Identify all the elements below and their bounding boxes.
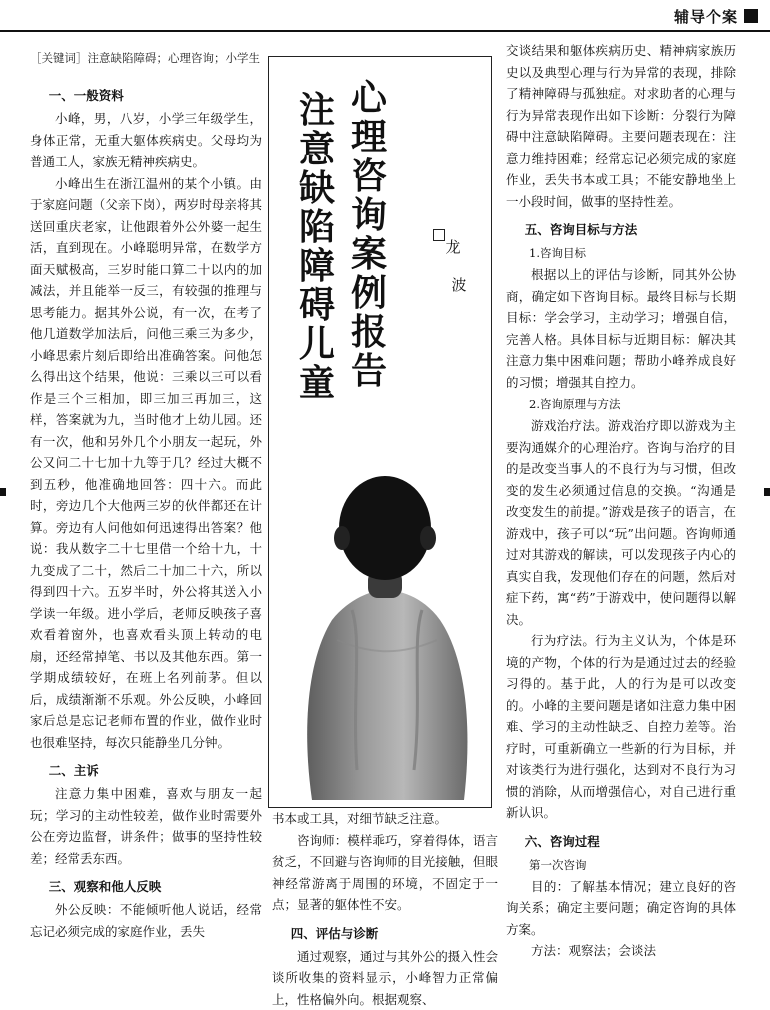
scan-edge-mark xyxy=(764,488,770,496)
title-char: 心 xyxy=(349,81,389,117)
title-char: 碍 xyxy=(297,288,337,324)
title-char: 童 xyxy=(297,366,337,402)
subheading: 第一次咨询 xyxy=(506,854,736,876)
section-marker-square xyxy=(744,9,758,23)
paragraph: 咨询师：模样乖巧，穿着得体，语言贫乏，不回避与咨询师的目光接触，但眼神经常游离于周围的环境，不固定于一点；显著的躯体性不安。 xyxy=(272,830,498,916)
paragraph: 根据以上的评估与诊断，同其外公协商，确定如下咨询目标。最终目标与长期目标：学会学习，主动学习；增强自信，完善人格。具体目标与近期目标：解决其注意力集中困难问题；帮助小峰养成良好的习惯；增强其自控力。 xyxy=(506,264,736,393)
section-heading-assessment: 四、评估与诊断 xyxy=(272,922,498,946)
keywords xyxy=(30,48,262,68)
paragraph: 方法：观察法；会谈法 xyxy=(506,940,736,962)
paragraph: 交谈结果和躯体疾病历史、精神病家族历史以及典型心理与行为异常的表现，排除了精神障碍与孤独症。对求助者的心理与行为异常表现作出如下诊断：分裂行为障碍中注意缺陷障碍。主要问题表现在：注意力维持困难；经常忘记必须完成的家庭作业，丢失书本或工具；不能安静地坐上一小段时间，做事的坚持性差。 xyxy=(506,40,736,212)
title-char: 理 xyxy=(349,120,389,156)
title-char: 陷 xyxy=(297,210,337,246)
middle-column xyxy=(272,808,498,998)
keywords-label: ［关键词］ xyxy=(30,51,88,65)
title-char: 咨 xyxy=(349,159,389,195)
keywords-text: 注意缺陷障碍；心理咨询；小学生 xyxy=(88,51,261,65)
title-char: 询 xyxy=(349,198,389,234)
paragraph: 通过观察，通过与其外公的摄入性会谈所收集的资料显示，小峰智力正常偏上，性格偏外向。根据观察、 xyxy=(272,946,498,1010)
scan-edge-mark xyxy=(0,488,6,496)
left-column xyxy=(30,48,262,998)
title-char: 意 xyxy=(297,132,337,168)
paragraph: 注意力集中困难，喜欢与朋友一起玩；学习的主动性较差，做作业时需要外公在旁边监督，讲条件；做事的坚持性较差；经常丢东西。 xyxy=(30,783,262,869)
title-char: 障 xyxy=(297,249,337,285)
paragraph: 小峰出生在浙江温州的某个小镇。由于家庭问题（父亲下岗），两岁时母亲将其送回重庆老家，让他跟着外公外婆一起生活，直到现在。小峰聪明异常，在数学方面天赋极高，三岁时能口算二十以内的加减法，并且能举一反三，有较强的推理与思考能力。据其外公说，有一次，在考了他几道数学加法后，问他三乘三为多少，小峰思索片刻后即给出准确答案。问他怎么得出这个结果，他说：三乘以三可以看作是三个三相加，即三加三再加三，这样，答案就为九，当时他才上幼儿园。还有一次，他和另外几个小朋友一起玩，外公又问二十七加十九等于几？经过大概不到五秒，他准确地回答：四十六。而此时，旁边几个大他两三岁的伙伴都还在计算。旁边有人问他如何迅速得出答案？他说：我从数字二十七里借一个给十九，十九变成了二十，然后二十加二十六，所以得到四十六。五岁半时，外公将其送入小学读一年级。进小学后，老师反映孩子喜欢看着窗外，也喜欢看头顶上转动的电扇，还经常掉笔、书以及其他东西。第一学期成绩较好，在班上名列前茅。但以后，成绩渐渐不乐观。外公反映，小峰回家后总是忘记老师布置的作业，做作业时也很难坚持，每次只能静坐几分钟。 xyxy=(30,173,262,754)
section-heading-observation: 三、观察和他人反映 xyxy=(30,875,262,899)
section-label: 辅导个案 xyxy=(674,6,738,27)
title-char: 缺 xyxy=(297,171,337,207)
title-char: 儿 xyxy=(297,327,337,363)
paragraph: 目的：了解基本情况；建立良好的咨询关系；确定主要问题；确定咨询的具体方案。 xyxy=(506,876,736,941)
paragraph: 游戏治疗法。游戏治疗即以游戏为主要沟通媒介的心理治疗。咨询与治疗的目的是改变当事人的不良行为与习惯，但改变的发生必须通过信息的交换。“沟通是改变发生的前提。”游戏是孩子的语言，在游戏中，孩子可以“玩”出问题。咨询师通过对其游戏的解读，可以发现孩子内心的真实自我，发现他们存在的问题，然后对症下药，寓“药”于游戏中，使问题得以解决。 xyxy=(506,415,736,630)
section-heading-process: 六、咨询过程 xyxy=(506,830,736,854)
author-name-char: 龙 xyxy=(443,236,463,257)
author-name-char: 波 xyxy=(449,274,469,295)
title-char: 告 xyxy=(349,354,389,390)
paragraph: 行为疗法。行为主义认为，个体是环境的产物，个体的行为是通过过去的经验习得的。基于此，人的行为是可以改变的。小峰的主要问题是诸如注意力集中困难、学习的主动性缺乏、自控力差等。治疗时，可重新确立一些新的行为目标，并对该类行为进行强化，达到对不良行为习惯的消除，从而增强信心，对自己进行重新认识。 xyxy=(506,630,736,824)
section-heading-complaint: 二、主诉 xyxy=(30,759,262,783)
section-heading-general: 一、一般资料 xyxy=(30,84,262,108)
child-back-photo xyxy=(282,470,488,800)
title-char: 注 xyxy=(297,93,337,129)
header-rule xyxy=(0,30,770,32)
subheading: 2.咨询原理与方法 xyxy=(506,393,736,415)
title-char: 案 xyxy=(349,237,389,273)
right-column xyxy=(506,40,736,998)
title-char: 例 xyxy=(349,276,389,312)
title-char: 报 xyxy=(349,315,389,351)
paragraph: 书本或工具，对细节缺乏注意。 xyxy=(272,808,498,830)
section-heading-goals: 五、咨询目标与方法 xyxy=(506,218,736,242)
paragraph: 外公反映：不能倾听他人说话，经常忘记必须完成的家庭作业，丢失 xyxy=(30,899,262,942)
paragraph: 小峰，男，八岁，小学三年级学生，身体正常，无重大躯体疾病史。父母均为普通工人，家族无精神疾病史。 xyxy=(30,108,262,173)
subheading: 1.咨询目标 xyxy=(506,242,736,264)
